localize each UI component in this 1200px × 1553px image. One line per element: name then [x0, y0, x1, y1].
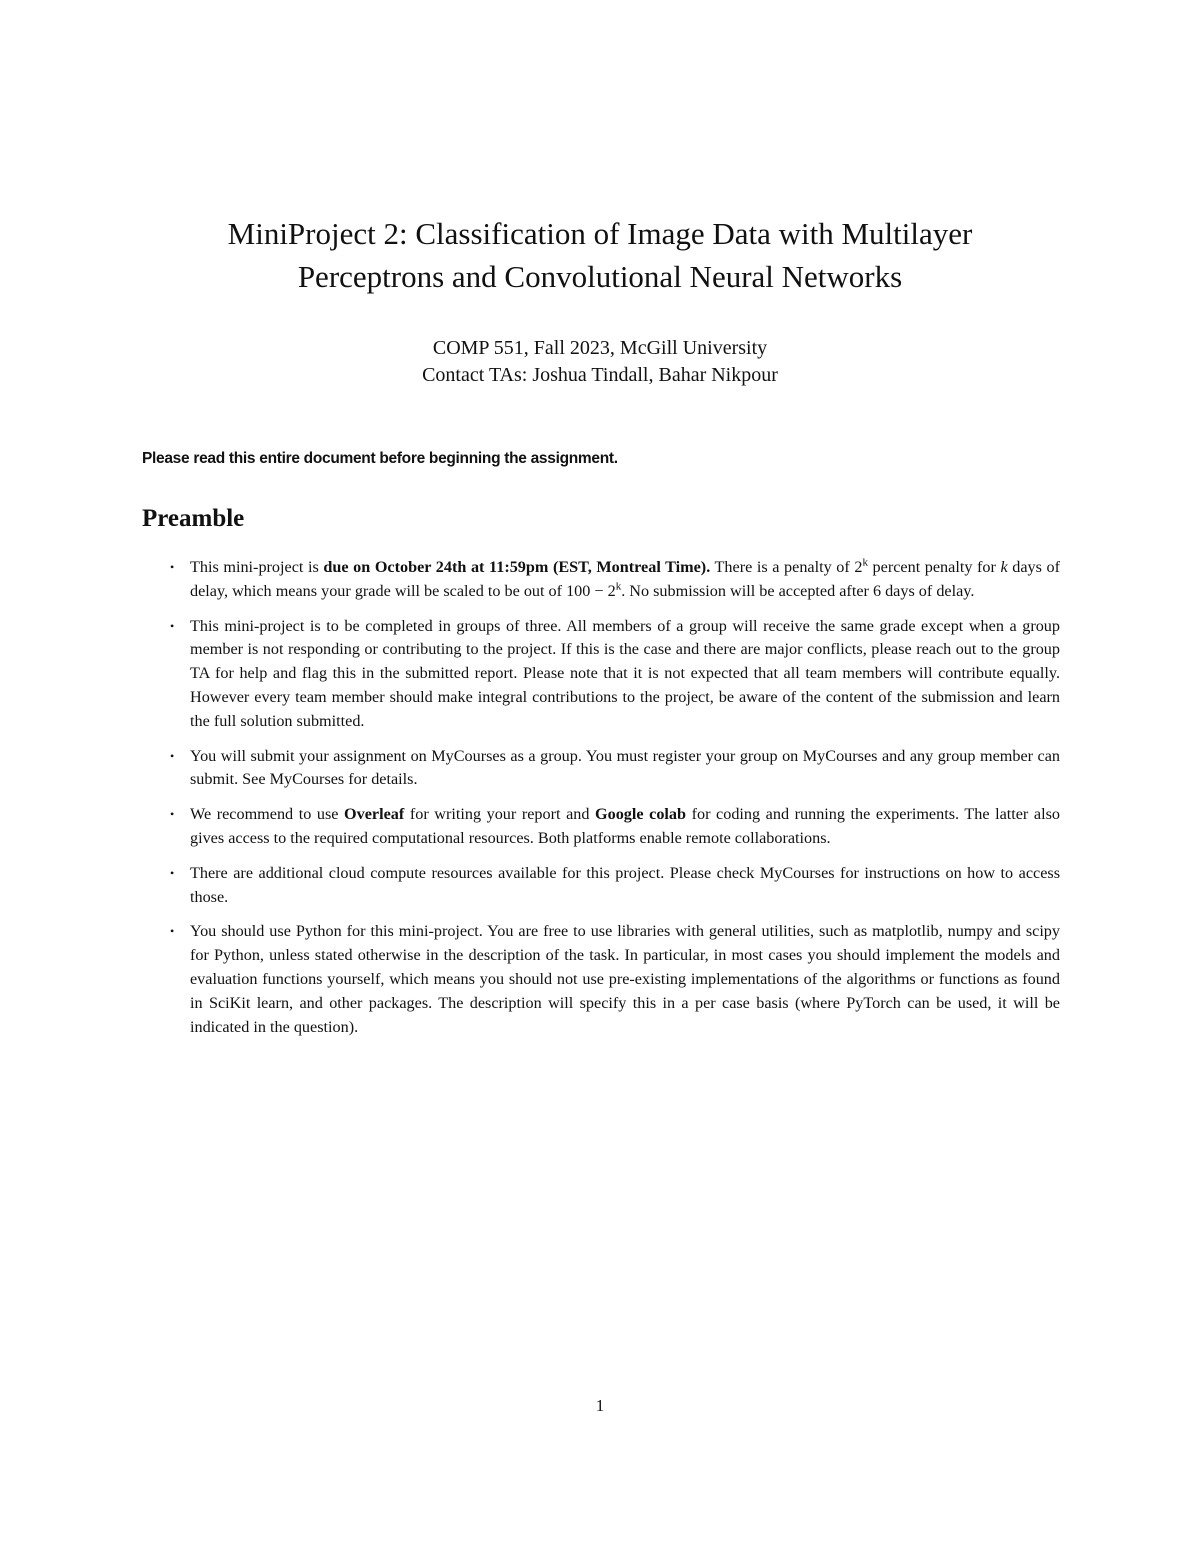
- bullet-text: There are additional cloud compute resources available for this project. Please check MyCourses for instructions on how to access those.: [190, 863, 1060, 906]
- bullet-dot-icon: •: [170, 865, 175, 880]
- bullet-text: percent penalty for: [867, 558, 1001, 576]
- variable-k: k: [1000, 558, 1008, 576]
- bullet-text: for writing your report and: [404, 805, 596, 824]
- document-meta: [120, 335, 1080, 389]
- bullet-text: We recommend to use: [190, 805, 345, 824]
- section-heading-preamble: Preamble: [142, 505, 245, 532]
- bullet-item-groups: [170, 615, 1060, 734]
- bullet-text: This mini-project is: [190, 558, 324, 576]
- google-colab-text: Google colab: [595, 805, 687, 824]
- bullet-text: You will submit your assignment on MyCourses as a group. You must register your group on MyCourses and any group member can submit. See MyCourses for details.: [190, 746, 1060, 789]
- page-number: 1: [595, 1396, 605, 1415]
- bullet-text: for coding and running the experiments. The latter also gives access to the required computational resources. Both platforms enable remote collaborations.: [190, 805, 1060, 847]
- read-notice: Please read this entire document before beginning the assignment.: [142, 450, 618, 467]
- bullet-item-deadline: [170, 556, 1060, 604]
- contact-line: Contact TAs: Joshua Tindall, Bahar Nikpour: [422, 364, 778, 386]
- bullet-dot-icon: •: [170, 618, 175, 633]
- bullet-item-submission: [170, 745, 1060, 793]
- deadline-text: due on October 24th at 11:59pm (EST, Montreal Time).: [323, 558, 711, 576]
- bullet-dot-icon: •: [170, 807, 175, 822]
- exponent-k: k: [615, 580, 622, 593]
- bullet-text: days of delay, which means your grade will be scaled to be out of 100 − 2: [190, 558, 1061, 600]
- bullet-text: You should use Python for this mini-project. You are free to use libraries with general utilities, such as matplotlib, numpy and scipy for Python, unless stated otherwise in the description of the task. In particular, in most cases you should implement the models and evaluation functions yourself, which means you should not use pre-existing implementations of the algorithms or functions as found in SciKit learn, and other packages. The description will specify this in a per case basis (where PyTorch can be used, it will be indicated in the question).: [190, 922, 1060, 1036]
- exponent-k: k: [862, 556, 868, 569]
- course-line: COMP 551, Fall 2023, McGill University: [432, 337, 768, 359]
- bullet-dot-icon: •: [170, 924, 175, 939]
- bullet-text: . No submission will be accepted after 6 days of delay.: [621, 581, 975, 600]
- bullet-dot-icon: •: [170, 748, 175, 763]
- title-line-1: MiniProject 2: Classification of Image Data with Multilayer: [227, 216, 973, 251]
- document-title: [120, 212, 1080, 298]
- bullet-item-python: [170, 920, 1060, 1039]
- bullet-item-tools: [170, 803, 1060, 851]
- bullet-text: There is a penalty of 2: [710, 558, 863, 576]
- title-line-2: Perceptrons and Convolutional Neural Networks: [297, 259, 903, 294]
- bullet-item-compute: [170, 862, 1060, 910]
- preamble-bullet-list: [170, 556, 1060, 1050]
- bullet-text: This mini-project is to be completed in groups of three. All members of a group will receive the same grade except when a group member is not responding or contributing to the project. If this is the case and there are major conflicts, please reach out to the group TA for help and flag this in the submitted report. Please note that it is not expected that all team members will contribute equally. However every team member should make integral contributions to the project, be aware of the content of the submission and learn the full solution submitted.: [190, 616, 1060, 730]
- bullet-dot-icon: •: [170, 560, 175, 574]
- overleaf-text: Overleaf: [344, 805, 405, 824]
